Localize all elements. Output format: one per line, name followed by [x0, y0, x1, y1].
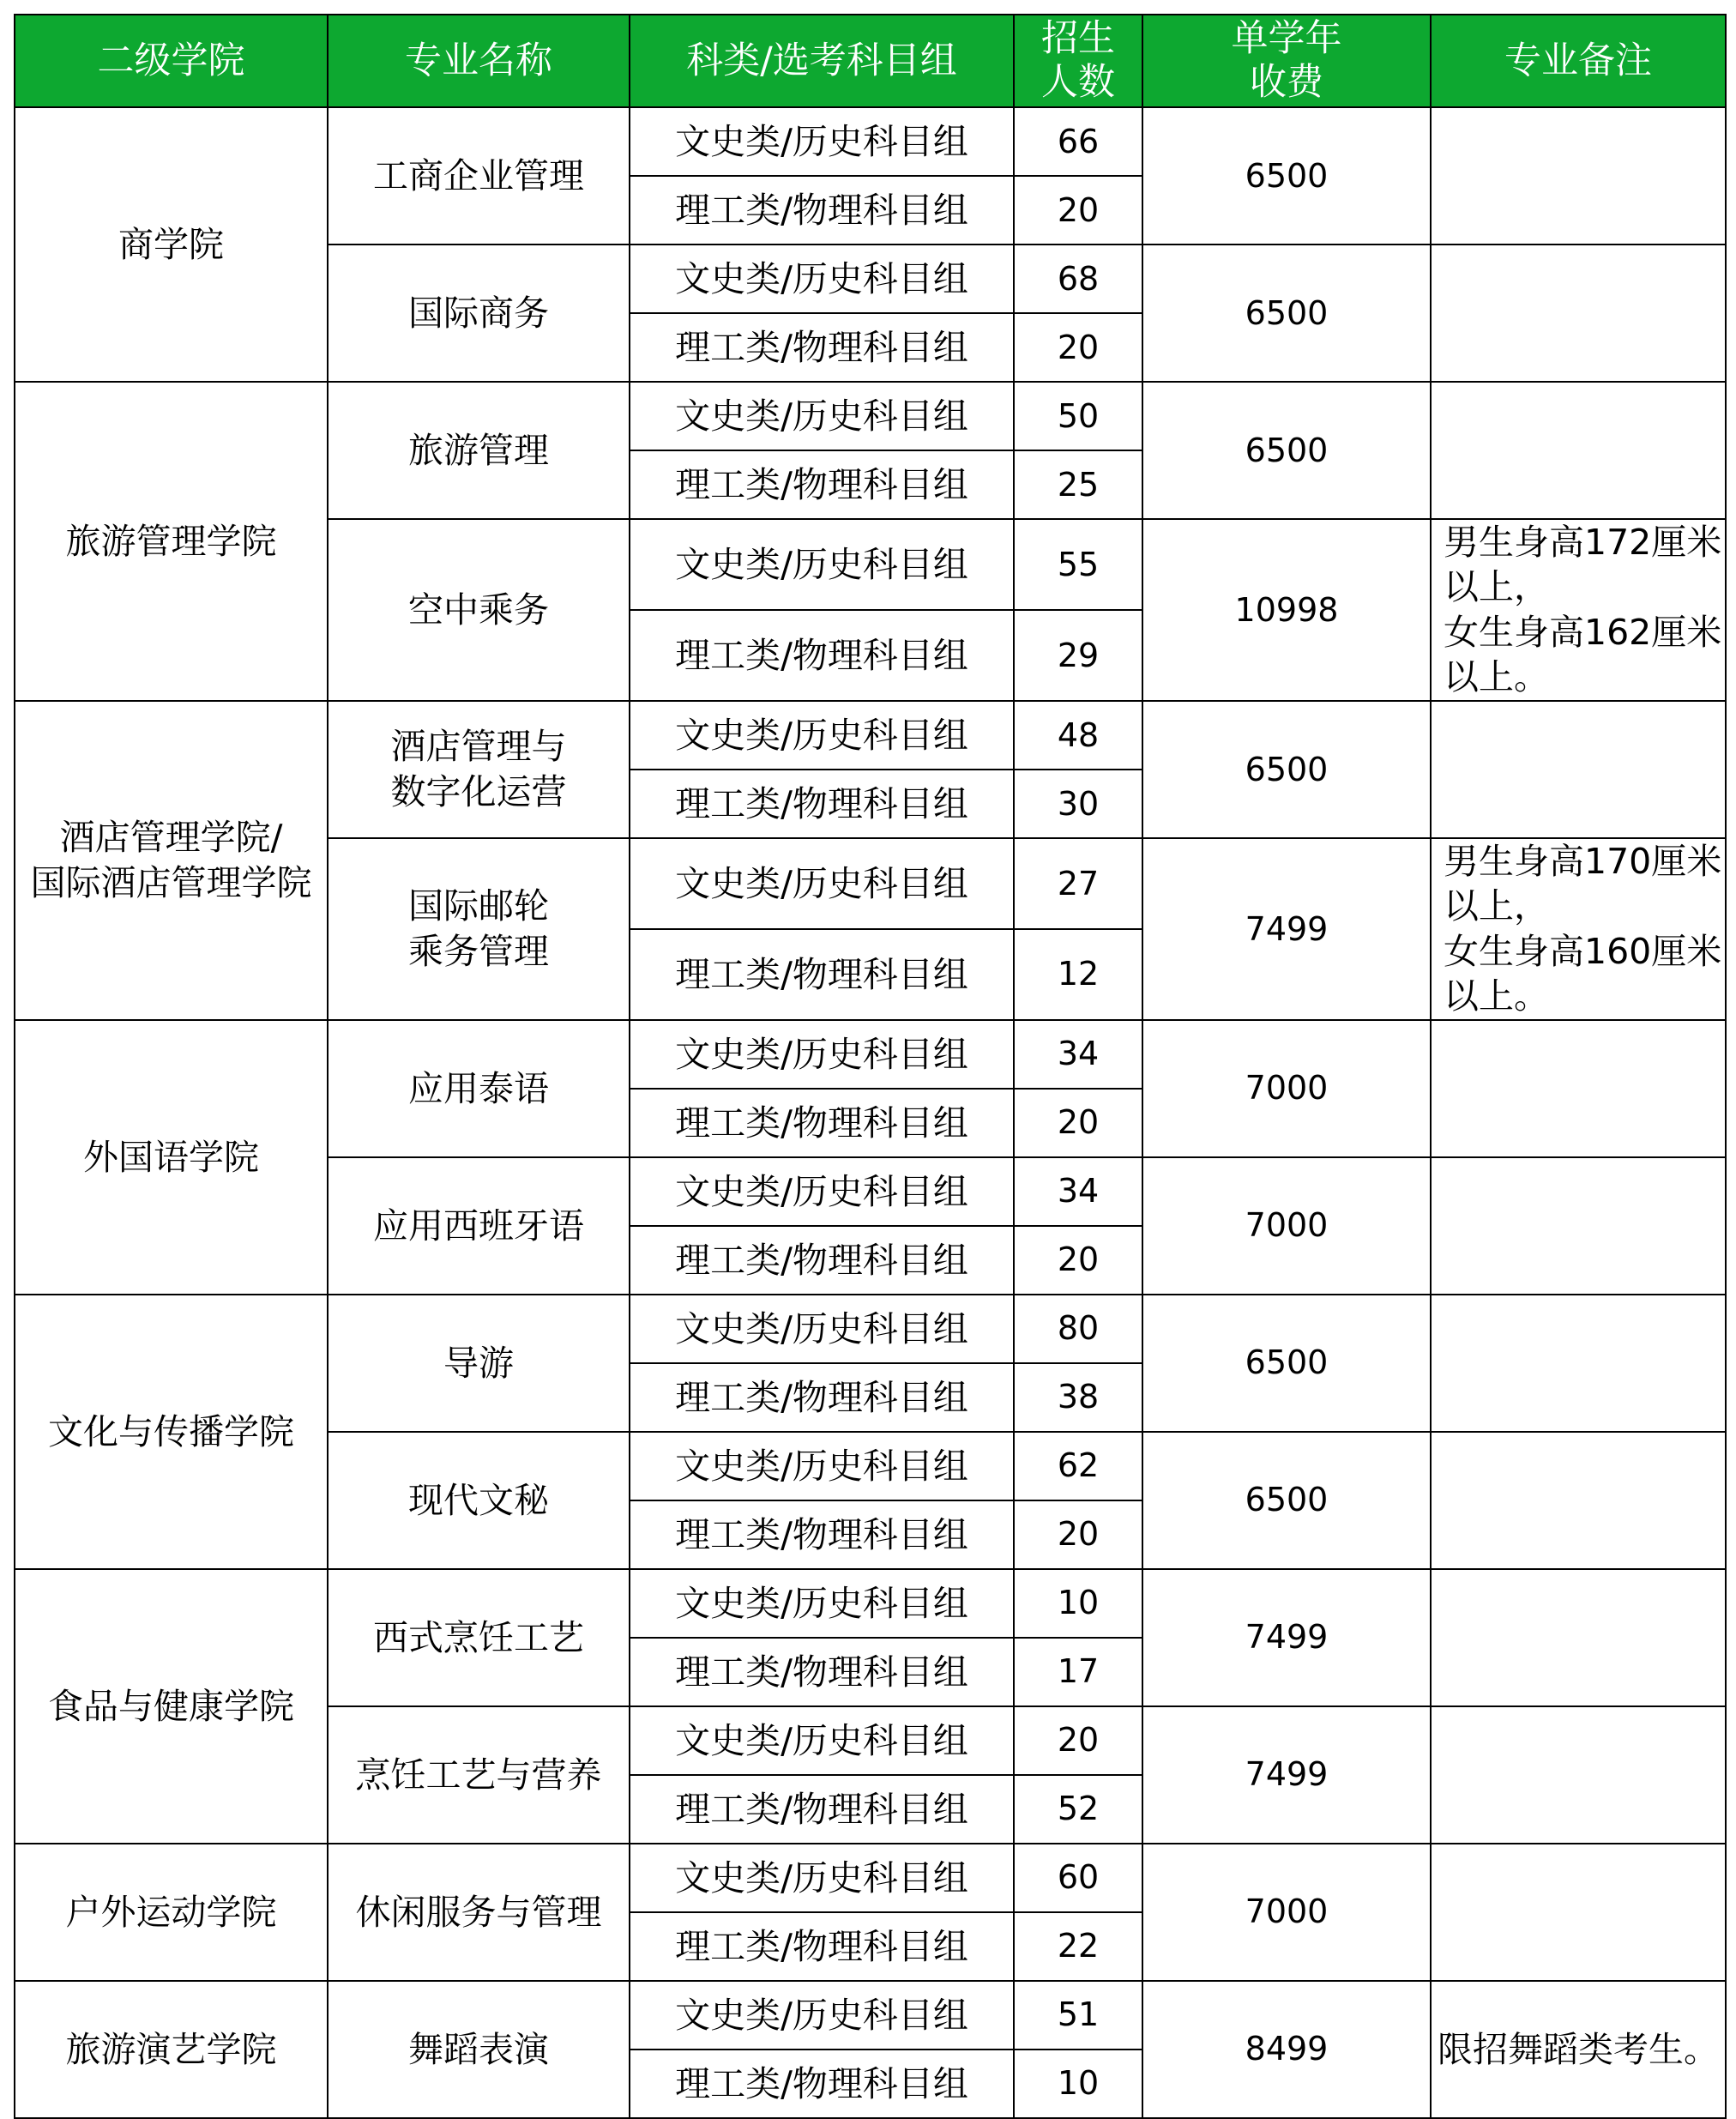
- enrollment-count-cell: 52: [1014, 1775, 1142, 1844]
- college-name-cell: 旅游演艺学院: [15, 1981, 328, 2118]
- table-row: [15, 1981, 1726, 2050]
- table-row: [15, 1020, 1726, 1089]
- table-body: [15, 107, 1726, 2118]
- enrollment-count-cell: 68: [1014, 244, 1142, 313]
- table-row: [15, 1844, 1726, 1912]
- major-name-cell: 烹饪工艺与营养: [328, 1706, 630, 1844]
- enrollment-count-cell: 55: [1014, 519, 1142, 610]
- category-cell: 理工类/物理科目组: [630, 313, 1014, 382]
- fee-cell: 6500: [1142, 1295, 1431, 1432]
- header-major: 专业名称: [328, 15, 630, 107]
- enrollment-count-cell: 17: [1014, 1638, 1142, 1706]
- category-cell: 理工类/物理科目组: [630, 2050, 1014, 2118]
- category-cell: 文史类/历史科目组: [630, 1295, 1014, 1363]
- enrollment-count-cell: 22: [1014, 1912, 1142, 1981]
- note-cell: [1431, 1706, 1726, 1844]
- enrollment-count-cell: 20: [1014, 176, 1142, 244]
- note-cell: [1431, 1432, 1726, 1569]
- note-cell: [1431, 701, 1726, 838]
- category-cell: 理工类/物理科目组: [630, 1775, 1014, 1844]
- enrollment-count-cell: 10: [1014, 1569, 1142, 1638]
- fee-cell: 7499: [1142, 838, 1431, 1020]
- note-cell: [1431, 107, 1726, 244]
- major-name-cell: 导游: [328, 1295, 630, 1432]
- category-cell: 理工类/物理科目组: [630, 450, 1014, 519]
- fee-cell: 7499: [1142, 1706, 1431, 1844]
- major-name-cell: 现代文秘: [328, 1432, 630, 1569]
- college-name-cell: 外国语学院: [15, 1020, 328, 1295]
- header-college: 二级学院: [15, 15, 328, 107]
- fee-cell: 6500: [1142, 701, 1431, 838]
- fee-cell: 8499: [1142, 1981, 1431, 2118]
- category-cell: 文史类/历史科目组: [630, 382, 1014, 450]
- header-category: 科类/选考科目组: [630, 15, 1014, 107]
- note-cell: 男生身高170厘米以上， 女生身高160厘米以上。: [1431, 838, 1726, 1020]
- enrollment-count-cell: 51: [1014, 1981, 1142, 2050]
- fee-cell: 7499: [1142, 1569, 1431, 1706]
- college-name-cell: 酒店管理学院/ 国际酒店管理学院: [15, 701, 328, 1020]
- header-note: 专业备注: [1431, 15, 1726, 107]
- fee-cell: 6500: [1142, 1432, 1431, 1569]
- major-name-cell: 西式烹饪工艺: [328, 1569, 630, 1706]
- enrollment-count-cell: 20: [1014, 313, 1142, 382]
- enrollment-count-cell: 20: [1014, 1500, 1142, 1569]
- category-cell: 理工类/物理科目组: [630, 770, 1014, 838]
- category-cell: 理工类/物理科目组: [630, 929, 1014, 1020]
- major-name-cell: 应用泰语: [328, 1020, 630, 1157]
- enrollment-table: [14, 14, 1727, 2119]
- category-cell: 文史类/历史科目组: [630, 1844, 1014, 1912]
- enrollment-count-cell: 30: [1014, 770, 1142, 838]
- category-cell: 理工类/物理科目组: [630, 176, 1014, 244]
- note-cell: [1431, 382, 1726, 519]
- major-name-cell: 应用西班牙语: [328, 1157, 630, 1295]
- enrollment-count-cell: 12: [1014, 929, 1142, 1020]
- fee-cell: 7000: [1142, 1020, 1431, 1157]
- fee-cell: 6500: [1142, 107, 1431, 244]
- category-cell: 理工类/物理科目组: [630, 1089, 1014, 1157]
- table-row: [15, 1295, 1726, 1363]
- major-name-cell: 国际商务: [328, 244, 630, 382]
- enrollment-count-cell: 20: [1014, 1226, 1142, 1295]
- enrollment-count-cell: 29: [1014, 610, 1142, 701]
- category-cell: 文史类/历史科目组: [630, 519, 1014, 610]
- category-cell: 文史类/历史科目组: [630, 1981, 1014, 2050]
- college-name-cell: 文化与传播学院: [15, 1295, 328, 1569]
- header-fee: 单学年 收费: [1142, 15, 1431, 107]
- header-enrollment: 招生 人数: [1014, 15, 1142, 107]
- category-cell: 文史类/历史科目组: [630, 1020, 1014, 1089]
- category-cell: 文史类/历史科目组: [630, 1432, 1014, 1500]
- enrollment-count-cell: 34: [1014, 1157, 1142, 1226]
- enrollment-count-cell: 38: [1014, 1363, 1142, 1432]
- major-name-cell: 旅游管理: [328, 382, 630, 519]
- category-cell: 理工类/物理科目组: [630, 1638, 1014, 1706]
- enrollment-count-cell: 80: [1014, 1295, 1142, 1363]
- category-cell: 文史类/历史科目组: [630, 107, 1014, 176]
- major-name-cell: 酒店管理与 数字化运营: [328, 701, 630, 838]
- category-cell: 文史类/历史科目组: [630, 1569, 1014, 1638]
- header-row: [15, 15, 1726, 107]
- major-name-cell: 空中乘务: [328, 519, 630, 701]
- college-name-cell: 旅游管理学院: [15, 382, 328, 701]
- enrollment-count-cell: 20: [1014, 1089, 1142, 1157]
- category-cell: 文史类/历史科目组: [630, 1157, 1014, 1226]
- enrollment-count-cell: 10: [1014, 2050, 1142, 2118]
- enrollment-count-cell: 66: [1014, 107, 1142, 176]
- note-cell: 男生身高172厘米以上， 女生身高162厘米以上。: [1431, 519, 1726, 701]
- category-cell: 文史类/历史科目组: [630, 838, 1014, 929]
- fee-cell: 7000: [1142, 1844, 1431, 1981]
- college-name-cell: 商学院: [15, 107, 328, 382]
- category-cell: 理工类/物理科目组: [630, 1500, 1014, 1569]
- fee-cell: 10998: [1142, 519, 1431, 701]
- fee-cell: 6500: [1142, 244, 1431, 382]
- enrollment-count-cell: 48: [1014, 701, 1142, 770]
- note-cell: [1431, 1569, 1726, 1706]
- table-row: [15, 701, 1726, 770]
- fee-cell: 6500: [1142, 382, 1431, 519]
- note-cell: 限招舞蹈类考生。: [1431, 1981, 1726, 2118]
- table-row: [15, 107, 1726, 176]
- major-name-cell: 休闲服务与管理: [328, 1844, 630, 1981]
- enrollment-count-cell: 25: [1014, 450, 1142, 519]
- category-cell: 理工类/物理科目组: [630, 1912, 1014, 1981]
- category-cell: 文史类/历史科目组: [630, 701, 1014, 770]
- enrollment-count-cell: 62: [1014, 1432, 1142, 1500]
- category-cell: 理工类/物理科目组: [630, 1363, 1014, 1432]
- college-name-cell: 食品与健康学院: [15, 1569, 328, 1844]
- table-row: [15, 1569, 1726, 1638]
- enrollment-count-cell: 60: [1014, 1844, 1142, 1912]
- category-cell: 理工类/物理科目组: [630, 1226, 1014, 1295]
- enrollment-count-cell: 34: [1014, 1020, 1142, 1089]
- category-cell: 文史类/历史科目组: [630, 244, 1014, 313]
- enrollment-count-cell: 50: [1014, 382, 1142, 450]
- college-name-cell: 户外运动学院: [15, 1844, 328, 1981]
- note-cell: [1431, 1844, 1726, 1981]
- major-name-cell: 舞蹈表演: [328, 1981, 630, 2118]
- fee-cell: 7000: [1142, 1157, 1431, 1295]
- table-row: [15, 382, 1726, 450]
- note-cell: [1431, 1157, 1726, 1295]
- enrollment-count-cell: 20: [1014, 1706, 1142, 1775]
- category-cell: 理工类/物理科目组: [630, 610, 1014, 701]
- note-cell: [1431, 1020, 1726, 1157]
- category-cell: 文史类/历史科目组: [630, 1706, 1014, 1775]
- major-name-cell: 工商企业管理: [328, 107, 630, 244]
- note-cell: [1431, 244, 1726, 382]
- note-cell: [1431, 1295, 1726, 1432]
- enrollment-count-cell: 27: [1014, 838, 1142, 929]
- major-name-cell: 国际邮轮 乘务管理: [328, 838, 630, 1020]
